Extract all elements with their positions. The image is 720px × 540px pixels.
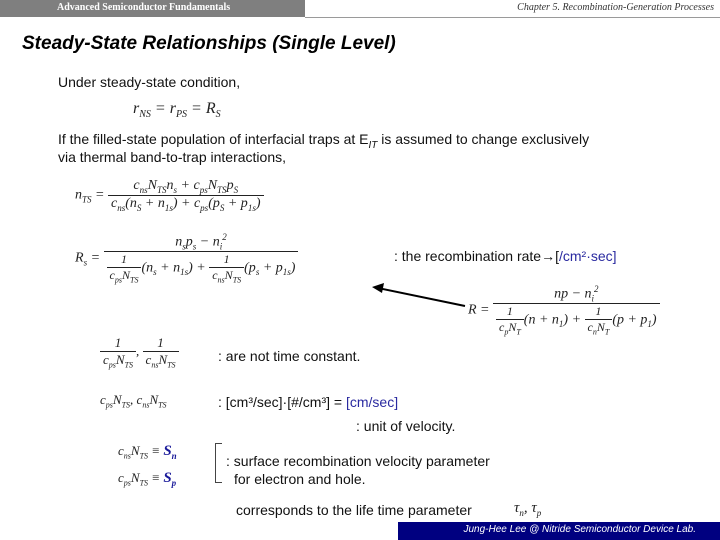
unit-of-velocity-text: : unit of velocity. — [356, 418, 456, 434]
equation-rns-rps-rs: $r_{NS} = r_{PS} = R_S$ — [133, 100, 221, 121]
grouping-bracket — [215, 443, 222, 483]
assumption-text-line2: via thermal band-to-trap interactions, — [58, 149, 286, 165]
steady-state-text: Under steady-state condition, — [58, 74, 241, 90]
equation-bulk-r: R = np − $n_i^2$ $\frac{1}{c_pN_T}$ $(n + n_1)$ + $\frac{1}{c_nN_T}$ $(p + p_1)$ — [468, 284, 660, 337]
assumption-text: If the filled-state population of interfacial traps at $E_{IT}$ is assumed to change exclusively — [58, 131, 590, 151]
lifetime-parameter-text: corresponds to the life time parameter — [236, 502, 472, 518]
surface-velocity-text: : surface recombination velocity parameter — [226, 453, 490, 469]
footer-bar — [398, 522, 720, 540]
equation-rs: $R_s$ = $n_sp_s - n_i^2$ $\frac{1}{c_{ps}N_{TS}}$ $(n_s + n_{1s})$ + $\frac{1}{c_{ns}N_{TS}}$ $(p_s + p_{1s})$ — [75, 232, 298, 285]
chapter-title: Chapter 5. Recombination-Generation Processes — [517, 2, 714, 13]
course-title: Advanced Semiconductor Fundamentals — [57, 2, 231, 13]
slide-title: Steady-State Relationships (Single Level) — [22, 33, 396, 54]
not-time-constant-text: : are not time constant. — [218, 348, 361, 364]
surface-velocity-text-line2: for electron and hole. — [234, 471, 366, 487]
equation-product-terms: $c_{ps}N_{TS}$, $c_{ns}N_{TS}$ — [100, 392, 167, 410]
footer-lab-credit: Jung-Hee Lee @ Nitride Semiconductor Device Lab. — [463, 524, 696, 535]
equation-inverse-terms: $\frac{1}{c_{ps}N_{TS}}$ , $\frac{1}{c_{ns}N_{TS}}$ — [100, 335, 179, 370]
equation-sn: $c_{ns}N_{TS} \equiv S_n$ — [118, 443, 177, 461]
units-text: : [cm³/sec]·[#/cm³] = [cm/sec] — [218, 394, 399, 410]
recombination-rate-note: : the recombination rate→[/cm²·sec] — [394, 248, 617, 264]
equation-tau: $\tau_n$, $\tau_p$ — [514, 500, 542, 518]
equation-nts: $n_{TS}$ = $\frac{c_{ns}N_{TS}n_s + c_{ps}N_{TS}p_S}{c_{ns}(n_S + n_{1s}) + c_{ps}(p_S + p_{1s})}$ — [75, 178, 264, 213]
equation-sp: $c_{ps}N_{TS} \equiv S_p$ — [118, 470, 177, 488]
